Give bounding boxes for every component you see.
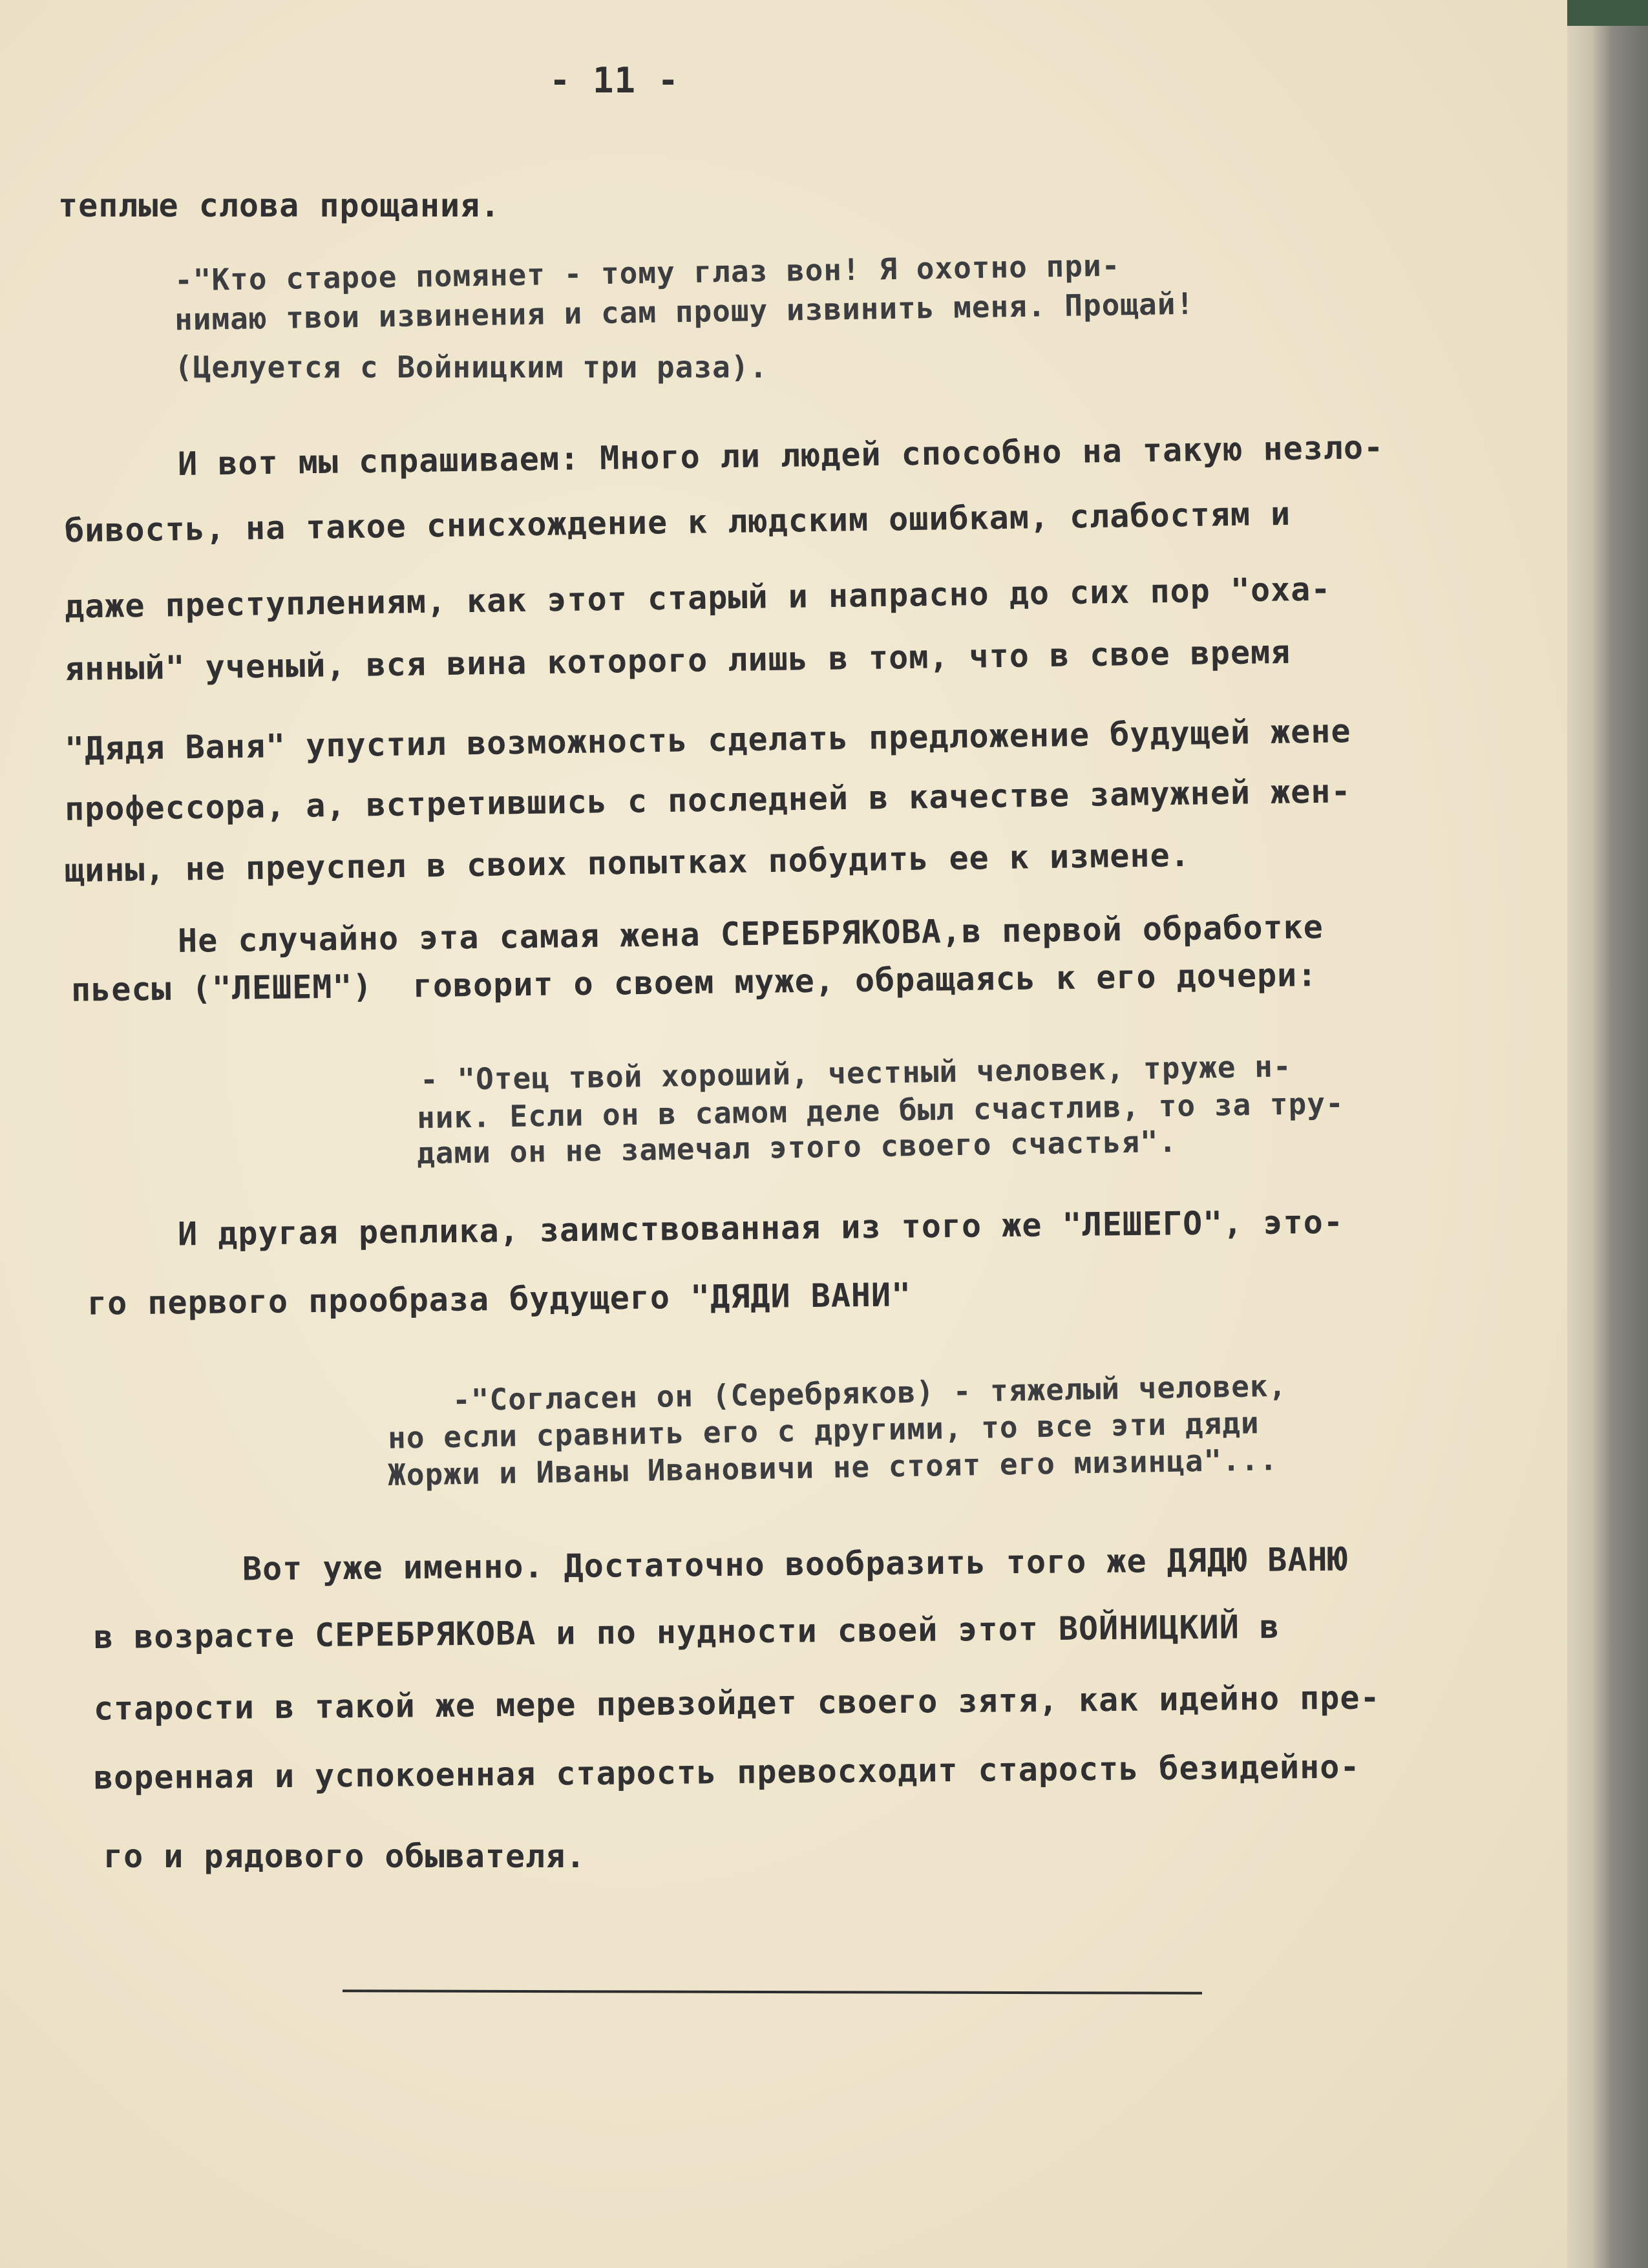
quote-line: нимаю твои извинения и сам прошу извинить меня. Прощай! (174, 286, 1195, 337)
text-line: янный" ученый, вся вина которого лишь в том, что в свое время (64, 633, 1291, 688)
text-line: И другая реплика, заимствованная из того же "ЛЕШЕГО", это- (177, 1203, 1344, 1253)
closing-divider-line (343, 1989, 1202, 1994)
quote-line: - "Отец твой хороший, честный человек, труже н- (419, 1048, 1292, 1097)
page-number: - 11 - (549, 60, 680, 101)
quote-line: (Целуется с Войницким три раза). (174, 350, 768, 385)
text-line: старости в такой же мере превзойдет своего зятя, как идейно пре- (93, 1679, 1380, 1728)
text-line: И вот мы спрашиваем: Много ли людей способно на такую незло- (177, 428, 1384, 483)
text-line: теплые слова прощания. (58, 187, 501, 224)
text-line: бивость, на такое снисхождение к людским ошибкам, слабостям и (64, 494, 1291, 550)
scanner-background-corner (1567, 0, 1648, 26)
text-line: воренная и успокоенная старость превосходит старость безидейно- (93, 1748, 1360, 1797)
text-line: го и рядового обывателя. (103, 1838, 586, 1875)
quote-line: -"Согласен он (Серебряков) - тяжелый человек, (452, 1368, 1287, 1418)
text-line: Не случайно эта самая жена СЕРЕБРЯКОВА,в первой обработке (177, 908, 1324, 960)
quote-line: -"Кто старое помянет - тому глаз вон! Я охотно при- (174, 248, 1121, 298)
quote-line: но если сравнить его с другими, то все эти дяди (387, 1405, 1260, 1456)
quote-line: ник. Если он в самом деле был счастлив, то за тру- (416, 1085, 1345, 1136)
text-line: Вот уже именно. Достаточно вообразить того же ДЯДЮ ВАНЮ (242, 1540, 1348, 1588)
quote-line: дами он не замечал этого своего счастья". (416, 1123, 1178, 1171)
text-line: щины, не преуспел в своих попытках побудить ее к измене. (64, 836, 1191, 890)
text-line: "Дядя Ваня" упустил возможность сделать предложение будущей жене (64, 712, 1351, 768)
text-line: профессора, а, встретившись с последней в качестве замужней жен- (64, 772, 1351, 828)
text-line: даже преступлениям, как этот старый и напрасно до сих пор "оха- (64, 570, 1331, 626)
quote-line: Жоржи и Иваны Ивановичи не стоят его мизинца"... (387, 1441, 1278, 1493)
scanner-background-edge (1567, 0, 1648, 2268)
text-line: го первого прообраза будущего "ДЯДИ ВАНИ" (87, 1276, 912, 1322)
text-line: в возрасте СЕРЕБРЯКОВА и по нудности своей этот ВОЙНИЦКИЙ в (93, 1607, 1280, 1657)
text-line: пьесы ("ЛЕШЕМ") говорит о своем муже, обращаясь к его дочери: (70, 956, 1318, 1009)
